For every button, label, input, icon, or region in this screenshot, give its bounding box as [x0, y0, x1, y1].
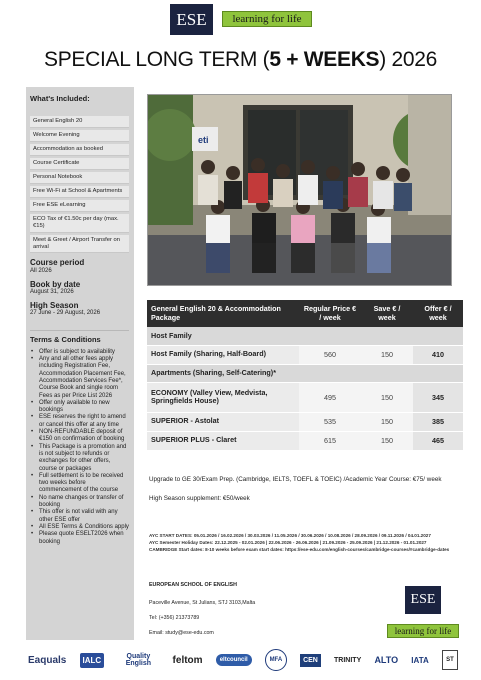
included-item: Personal Notebook — [30, 172, 129, 184]
partner-logo-quality-english: Quality English — [125, 653, 152, 667]
terms-item: • This offer is not valid with any other ESE offer — [30, 509, 129, 524]
terms-item: • Any and all other fees apply including Registration Fee, Accommodation Placement Fee, Accommodation Services Fee*, Course Book and single room Fees as per Price List 2026 — [30, 356, 129, 400]
course-period-heading: Course period — [30, 258, 85, 268]
included-item: Free ESE eLearning — [30, 200, 129, 212]
row-regular: 560 — [299, 345, 361, 364]
row-save: 150 — [361, 431, 413, 450]
partner-logo-trinity: TRINITY — [334, 656, 362, 664]
terms-item: • Offer only available to new bookings — [30, 400, 129, 415]
ayc-start-line — [149, 532, 469, 539]
row-offer: 385 — [413, 412, 463, 431]
terms-item: • Full settlement is to be received two weeks before commencement of the course — [30, 473, 129, 495]
row-save: 150 — [361, 412, 413, 431]
upgrade-note: Upgrade to GE 30/Exam Prep. (Cambridge, IELTS, TOEFL & TOEIC) /Academic Year Course: €75/ week — [149, 476, 442, 483]
ayc-holiday-label: AYC Semester Holiday Dates: — [149, 540, 214, 545]
included-item: Free Wi-Fi at School & Apartments — [30, 186, 129, 198]
partner-logo-st: ST — [442, 650, 458, 670]
photo-sign: eti — [198, 135, 209, 145]
title-bold: 5 + WEEKS — [269, 48, 380, 71]
cambridge-label: CAMBRIDGE Start dates: — [149, 547, 204, 552]
title-prefix: SPECIAL LONG TERM ( — [43, 48, 270, 71]
terms-item: • Please quote ESELT2026 when booking — [30, 531, 129, 546]
terms-item: • No name changes or transfer of booking — [30, 495, 129, 510]
partner-logo-feltom: feltom — [172, 654, 203, 666]
table-row — [147, 431, 463, 450]
ayc-holiday-line — [149, 539, 469, 546]
included-item: Course Certificate — [30, 158, 129, 170]
header-save: Save € / week — [361, 300, 413, 327]
partner-logo-eaquals: Eaquals — [28, 654, 67, 666]
terms-section — [30, 330, 129, 546]
terms-item: • ESE reserves the right to amend or cancel this offer at any time — [30, 414, 129, 429]
row-offer: 465 — [413, 431, 463, 450]
row-save: 150 — [361, 345, 413, 364]
ese-logo-text: ESE — [176, 9, 207, 29]
partner-logo-alto: ALTO — [374, 655, 399, 665]
book-by-heading: Book by date — [30, 279, 81, 289]
partner-logo-mfa: MFA — [265, 649, 287, 671]
row-regular: 535 — [299, 412, 361, 431]
row-regular: 615 — [299, 431, 361, 450]
partner-logo-ialc: IALC — [80, 653, 105, 668]
row-name: Host Family (Sharing, Half-Board) — [147, 345, 299, 364]
partner-logo-iata: IATA — [411, 655, 429, 665]
partner-logo-cen: CEN — [300, 654, 321, 667]
partner-logo-eltcouncil: eltcouncil — [216, 654, 252, 666]
terms-heading: Terms & Conditions — [30, 334, 101, 344]
ese-logo-footer-text: ESE — [410, 592, 436, 607]
terms-item: • All ESE Terms & Conditions apply — [30, 524, 129, 531]
table-section-row — [147, 327, 463, 345]
school-name: EUROPEAN SCHOOL OF ENGLISH — [149, 582, 237, 588]
sidebar — [26, 87, 134, 640]
ese-logo — [170, 4, 213, 35]
dates-block — [149, 532, 469, 553]
section-name: Host Family — [147, 327, 299, 345]
book-by-value: August 31, 2026 — [30, 289, 74, 295]
header-regular: Regular Price € / week — [299, 300, 361, 327]
header-offer: Offer € / week — [413, 300, 463, 327]
school-email[interactable]: Email: study@ese-edu.com — [149, 630, 214, 636]
included-list — [30, 116, 129, 253]
page-title — [0, 48, 481, 72]
tagline-text: learning for life — [232, 13, 302, 25]
ayc-holiday-value: 22.12.2025 - 02.01.2026 | 22.06.2026 - 26.06.2026 | 21.09.2026 - 25.09.2026 | 21.12.2026 - 01.01.2027 — [214, 540, 427, 545]
row-offer: 410 — [413, 345, 463, 364]
table-section-row — [147, 364, 463, 382]
ayc-start-label: AYC START DATES: — [149, 533, 193, 538]
cambridge-line — [149, 546, 469, 553]
row-name: ECONOMY (Valley View, Medvista, Springfields House) — [147, 382, 299, 412]
row-regular: 495 — [299, 382, 361, 412]
row-name: SUPERIOR - Astolat — [147, 412, 299, 431]
high-season-supplement: High Season supplement: €50/week — [149, 495, 250, 502]
school-address: Paceville Avenue, St Julians, STJ 3103,Malta — [149, 600, 256, 606]
table-header-row — [147, 300, 463, 327]
terms-list — [30, 349, 129, 546]
header-package: General English 20 & Accommodation Package — [147, 300, 299, 327]
tagline-footer — [387, 624, 459, 638]
terms-item: • Offer is subject to availability — [30, 349, 129, 356]
terms-item: • NON-REFUNDABLE deposit of €150 on confirmation of booking — [30, 429, 129, 444]
tagline-footer-text: learning for life — [394, 626, 452, 636]
ese-logo-footer — [405, 586, 441, 614]
group-photo-illustration — [148, 95, 452, 286]
course-period-value: All 2026 — [30, 267, 52, 274]
included-item: Meet & Greet / Airport Transfer on arrival — [30, 235, 129, 254]
high-season-heading: High Season — [30, 301, 79, 311]
included-item: ECO Tax of €1.50c per day (max. €15) — [30, 214, 129, 233]
row-offer: 345 — [413, 382, 463, 412]
included-item: General English 20 — [30, 116, 129, 128]
terms-item: • This Package is a promotion and is not subject to refunds or exchanges for other offers, course or packages — [30, 444, 129, 473]
row-name: SUPERIOR PLUS - Claret — [147, 431, 299, 450]
table-row — [147, 382, 463, 412]
included-item: Accommodation as booked — [30, 144, 129, 156]
school-tel[interactable]: Tel: (+356) 21373789 — [149, 615, 200, 621]
high-season-value: 27 June - 29 August, 2026 — [30, 310, 101, 317]
included-heading: What's Included: — [30, 94, 90, 103]
cambridge-value: 8-10 weeks before exam start dates: https://ese-edu.com/english-courses/cambridge-courses/#cambridge-dates — [205, 547, 450, 552]
price-table — [147, 300, 463, 451]
partner-logos — [28, 648, 458, 672]
section-name: Apartments (Sharing, Self-Catering)* — [147, 364, 299, 382]
row-save: 150 — [361, 382, 413, 412]
group-photo — [147, 94, 452, 286]
tagline-badge — [222, 11, 312, 27]
title-suffix: ) 2026 — [379, 48, 438, 71]
ayc-start-value: 05.01.2026 / 16.02.2026 / 30.03.2026 / 11.05.2026 / 30.06.2026 / 10.08.2026 / 28.09.2026 / 09.11.2026 / 04.01.2027 — [193, 533, 431, 538]
included-item: Welcome Evening — [30, 130, 129, 142]
table-row — [147, 412, 463, 431]
table-row — [147, 345, 463, 364]
